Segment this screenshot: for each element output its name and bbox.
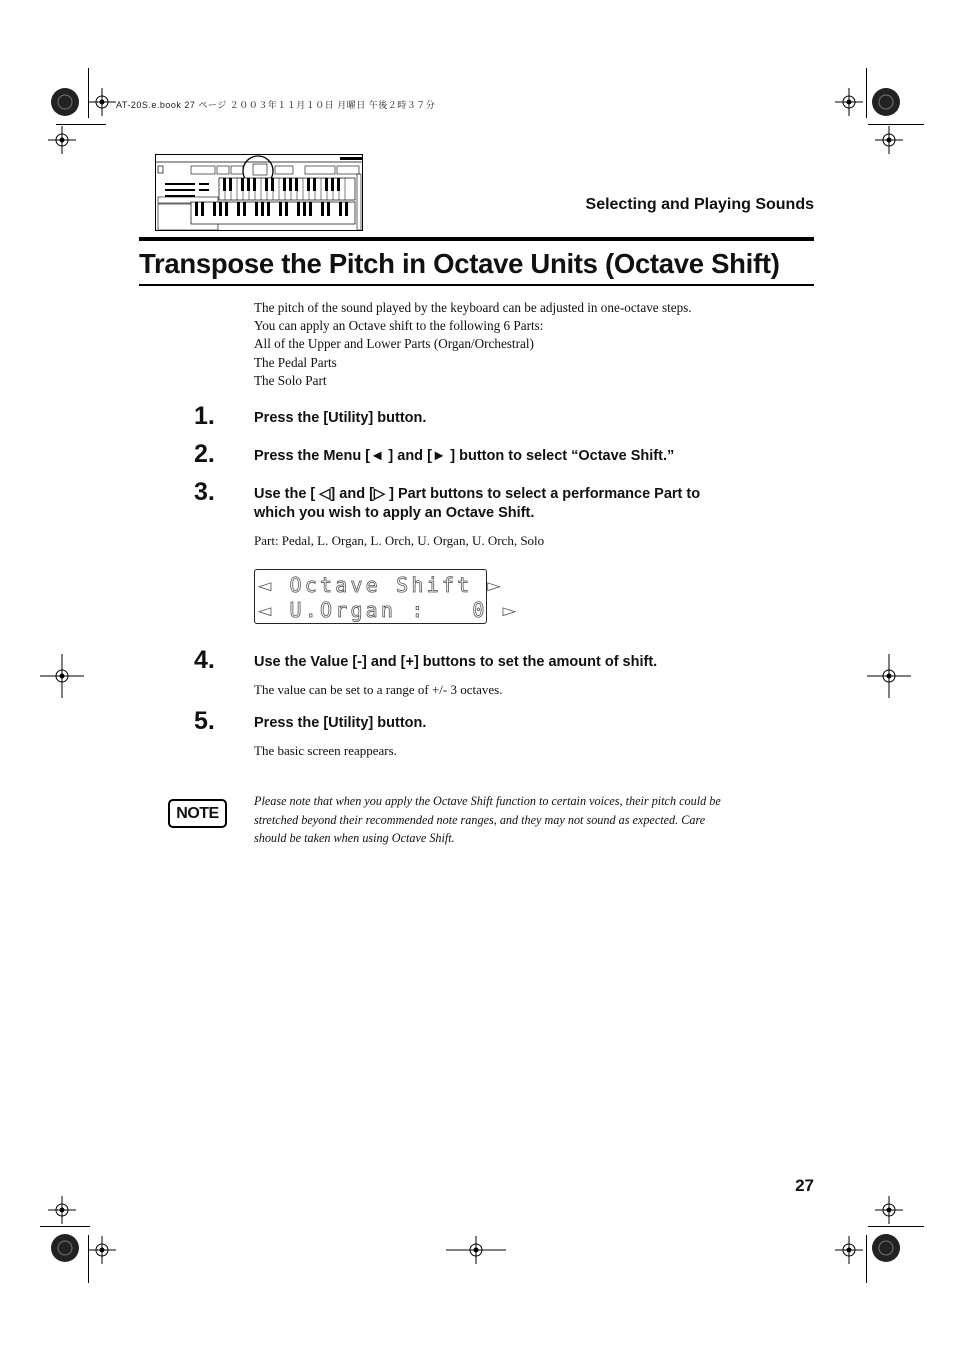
- step-instruction: Press the [Utility] button.: [254, 410, 427, 426]
- section-heading: Selecting and Playing Sounds: [585, 196, 814, 213]
- step-detail: Part: Pedal, L. Organ, L. Orch, U. Organ, U. Orch, Solo: [254, 533, 545, 548]
- step-instruction: [254, 485, 700, 523]
- page-title: Transpose the Pitch in Octave Units (Octave Shift): [139, 248, 780, 279]
- intro-line: You can apply an Octave shift to the following 6 Parts:: [254, 318, 544, 334]
- intro-paragraph: [254, 299, 692, 390]
- step-number: 3.: [194, 478, 215, 506]
- step-number: 1.: [194, 402, 215, 430]
- step-number: 4.: [194, 646, 215, 674]
- step-detail: The value can be set to a range of +/- 3 octaves.: [254, 682, 503, 697]
- organ-panel-illustration: [155, 154, 365, 232]
- note-line: stretched beyond their recommended note ranges, and they may not sound as expected. Care: [254, 812, 706, 827]
- lcd-line-2: ◄ U.Organ : 0 ►: [259, 598, 519, 622]
- title-rule-top: [139, 237, 814, 241]
- step-instruction-line: which you wish to apply an Octave Shift.: [254, 505, 535, 521]
- step-detail: The basic screen reappears.: [254, 743, 397, 758]
- lcd-display: [254, 569, 519, 624]
- note-badge: NOTE: [168, 799, 227, 828]
- note-text: [254, 792, 764, 848]
- step-instruction: Use the Value [-] and [+] buttons to set the amount of shift.: [254, 654, 658, 670]
- intro-line: The Solo Part: [254, 372, 327, 388]
- intro-line: The Pedal Parts: [254, 354, 337, 370]
- intro-line: All of the Upper and Lower Parts (Organ/Orchestral): [254, 336, 534, 352]
- intro-line: The pitch of the sound played by the keyboard can be adjusted in one-octave steps.: [254, 300, 692, 315]
- step-number: 2.: [194, 440, 215, 468]
- note-line: should be taken when using Octave Shift.: [254, 831, 455, 846]
- step-instruction: Press the Menu [◄ ] and [► ] button to select “Octave Shift.”: [254, 448, 675, 464]
- note-line: Please note that when you apply the Octave Shift function to certain voices, their pitch could be: [254, 794, 721, 808]
- step-instruction-line: Use the [ ◁] and [▷ ] Part buttons to select a performance Part to: [254, 486, 701, 502]
- step-instruction: Press the [Utility] button.: [254, 715, 427, 731]
- step-number: 5.: [194, 707, 215, 735]
- page-number: 27: [795, 1176, 814, 1195]
- title-rule-bottom: [139, 284, 814, 286]
- file-header: AT-20S.e.book 27 ページ ２００３年１１月１０日 月曜日 午後２時３７分: [116, 100, 436, 110]
- lcd-line-1: ◄ Octave Shift ►: [259, 573, 503, 597]
